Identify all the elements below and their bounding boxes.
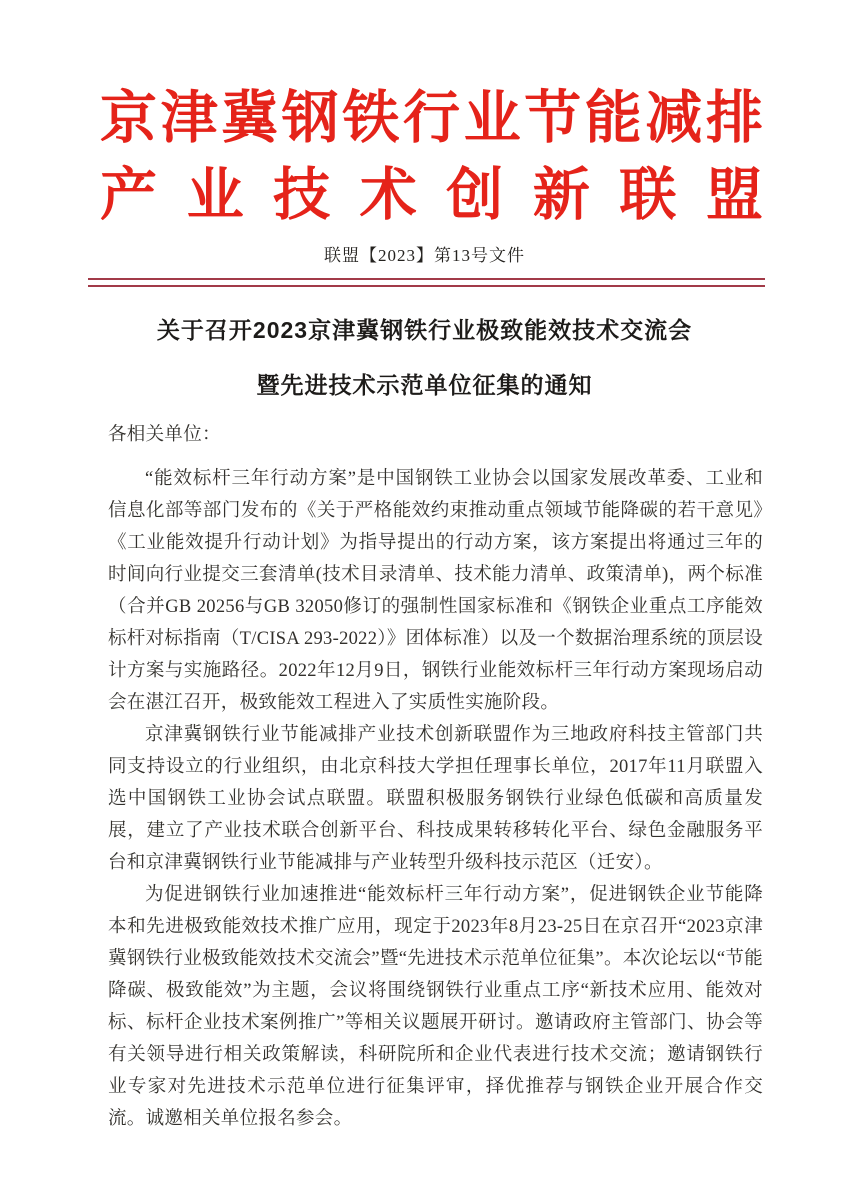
org-title-line-1: 京津冀钢铁行业节能减排 (100, 86, 763, 150)
paragraph-alliance-intro: 京津冀钢铁行业节能减排产业技术创新联盟作为三地政府科技主管部门共同支持设立的行业组织，由北京科技大学担任理事长单位，2017年11月联盟入选中国钢铁工业协会试点联盟。联盟积极服务钢铁行业绿色低碳和高质量发展，建立了产业技术联合创新平台、科技成果转移转化平台、绿色金融服务平台和京津冀钢铁行业节能减排与产业转型升级科技示范区（迁安）。 (108, 725, 763, 873)
document-number: 联盟【2023】第13号文件 (324, 246, 525, 265)
red-double-divider (88, 278, 765, 287)
notice-title-line-2: 暨先进技术示范单位征集的通知 (256, 372, 593, 398)
salutation: 各相关单位： (108, 425, 221, 445)
notice-title (60, 303, 789, 413)
paragraph-background: “能效标杆三年行动方案”是中国钢铁工业协会以国家发展改革委、工业和信息化部等部门发布的《关于严格能效约束推动重点领域节能降碳的若干意见》《工业能效提升行动计划》为指导提出的行动方案，该方案提出将通过三年的时间向行业提交三套清单(技术目录清单、技术能力清单、政策清单)，两个标准（合并GB 20256与GB 32050修订的强制性国家标准和《钢铁企业重点工序能效标杆对标指南（T/CISA 293-2022）》团体标准）以及一个数据治理系统的顶层设计方案与实施路径。2022年12月9日，钢铁行业能效标杆三年行动方案现场启动会在湛江召开，极致能效工程进入了实质性实施阶段。 (108, 469, 763, 713)
paragraph-meeting-announcement: 为促进钢铁行业加速推进“能效标杆三年行动方案”，促进钢铁企业节能降本和先进极致能效技术推广应用，现定于2023年8月23-25日在京召开“2023京津冀钢铁行业极致能效技术交流会”暨“先进技术示范单位征集”。本次论坛以“节能降碳、极致能效”为主题，会议将围绕钢铁行业重点工序“新技术应用、能效对标、标杆企业技术案例推广”等相关议题展开研讨。邀请政府主管部门、协会等有关领导进行相关政策解读，科研院所和企业代表进行技术交流；邀请钢铁行业专家对先进技术示范单位进行征集评审，择优推荐与钢铁企业开展合作交流。诚邀相关单位报名参会。 (108, 885, 763, 1129)
org-title-line-2: 产业技术创新联盟 (100, 163, 763, 227)
notice-body (108, 419, 763, 1135)
org-masthead (100, 80, 763, 234)
notice-title-line-1: 关于召开2023京津冀钢铁行业极致能效技术交流会 (156, 317, 693, 343)
